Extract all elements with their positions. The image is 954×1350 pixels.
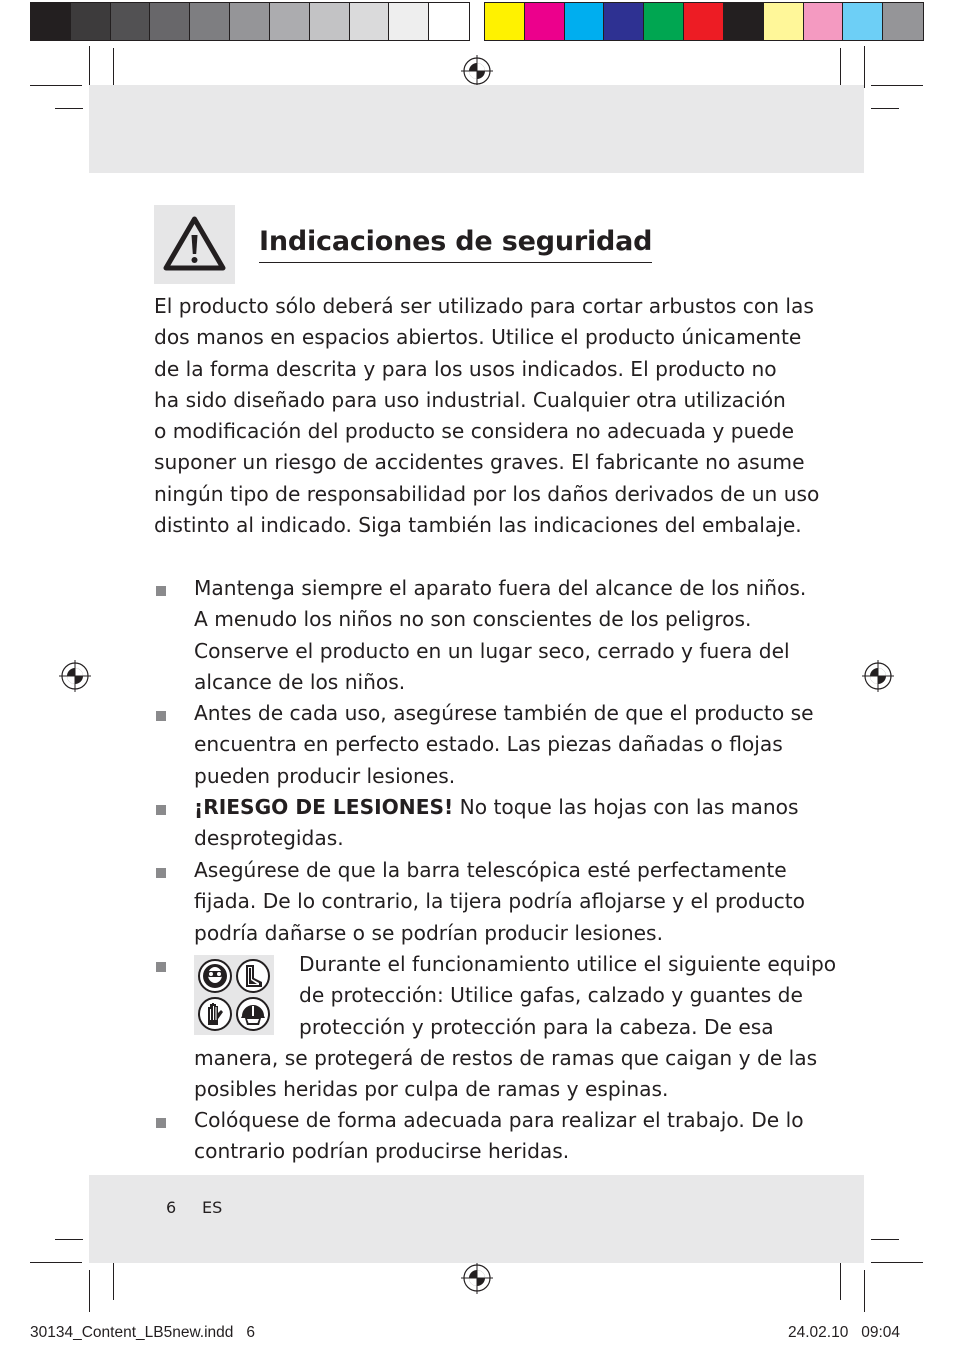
page-number: 6	[166, 1198, 177, 1217]
intro-line: ningún tipo de responsabilidad por los daños derivados de un uso	[154, 481, 820, 506]
crop-mark	[840, 48, 841, 90]
grey-color-bar	[30, 2, 470, 41]
crop-mark	[89, 1270, 90, 1312]
language-code: ES	[202, 1198, 223, 1217]
registration-mark-icon	[59, 660, 91, 692]
bullet-square-icon	[156, 868, 166, 878]
bullet-line: Mantenga siempre el aparato fuera del alcance de los niños.	[194, 576, 807, 600]
bullet-line: Asegúrese de que la barra telescópica esté perfectamente	[194, 858, 787, 882]
bullet-line: podría dañarse o se podrían producir lesiones.	[194, 920, 663, 945]
intro-line: suponer un riesgo de accidentes graves. El fabricante no asume	[154, 450, 805, 475]
color-swatch	[644, 3, 684, 40]
bullet-item-continued	[194, 1043, 817, 1106]
bullet-square-icon	[156, 586, 166, 596]
color-swatch	[190, 3, 230, 40]
bullet-line: contrario podrían producirse heridas.	[194, 1139, 570, 1164]
color-swatch	[429, 3, 469, 40]
section-title: Indicaciones de seguridad	[259, 222, 652, 263]
warning-icon-box	[154, 205, 235, 284]
intro-line: dos manos en espacios abiertos. Utilice el producto únicamente	[154, 325, 802, 350]
bullet-line: Conserve el producto en un lugar seco, cerrado y fuera del	[194, 638, 790, 663]
bullet-line: manera, se protegerá de restos de ramas que caigan y de las	[194, 1046, 818, 1070]
bullet-line: A menudo los niños no son conscientes de los peligros.	[194, 607, 752, 632]
color-swatch	[230, 3, 270, 40]
bullet-line: Antes de cada uso, asegúrese también de que el producto se	[194, 701, 814, 725]
crop-mark	[55, 108, 83, 109]
process-color-bar	[484, 2, 924, 41]
bullet-line: Durante el funcionamiento utilice el siguiente equipo	[299, 952, 837, 976]
crop-mark	[113, 48, 114, 90]
safety-boots-icon	[235, 958, 271, 994]
bullet-square-icon	[156, 711, 166, 721]
intro-line: de la forma descrita y para los usos indicados. El producto no	[154, 356, 777, 381]
safety-helmet-icon	[235, 996, 271, 1032]
print-slug-datetime: 24.02.10 09:04	[788, 1324, 901, 1341]
registration-mark-icon	[862, 660, 894, 692]
color-swatch	[804, 3, 844, 40]
registration-mark-icon	[461, 55, 493, 87]
color-swatch	[270, 3, 310, 40]
intro-paragraph	[154, 291, 820, 541]
bullet-item	[194, 792, 798, 855]
crop-mark	[864, 1270, 865, 1312]
bullet-line: alcance de los niños.	[194, 669, 406, 694]
bullet-item	[194, 573, 806, 698]
color-swatch	[485, 3, 525, 40]
bullet-item	[194, 698, 814, 792]
intro-line: El producto sólo deberá ser utilizado para cortar arbustos con las	[154, 294, 814, 318]
crop-mark	[871, 1239, 899, 1240]
bullet-square-icon	[156, 1118, 166, 1128]
crop-mark	[871, 1262, 923, 1263]
color-swatch	[843, 3, 883, 40]
bullet-square-icon	[156, 962, 166, 972]
injury-risk-warning: ¡RIESGO DE LESIONES!	[194, 795, 454, 819]
bullet-line: de protección: Utilice gafas, calzado y guantes de	[299, 983, 803, 1008]
bullet-line: Colóquese de forma adecuada para realizar el trabajo. De lo	[194, 1108, 804, 1132]
bullet-line	[194, 792, 798, 823]
bullet-item	[194, 1105, 804, 1168]
bullet-line: posibles heridas por culpa de ramas y espinas.	[194, 1077, 669, 1102]
header-band	[89, 85, 864, 173]
bullet-line: encuentra en perfecto estado. Las piezas dañadas o flojas	[194, 732, 783, 757]
crop-mark	[871, 108, 899, 109]
bullet-line: desprotegidas.	[194, 826, 344, 851]
intro-line: o modificación del producto se considera no adecuada y puede	[154, 419, 795, 444]
registration-mark-icon	[461, 1262, 493, 1294]
bullet-line: pueden producir lesiones.	[194, 763, 456, 788]
protective-gloves-icon	[197, 996, 233, 1032]
crop-mark	[30, 85, 82, 86]
safety-goggles-icon	[197, 958, 233, 994]
color-swatch	[724, 3, 764, 40]
color-swatch	[31, 3, 71, 40]
intro-line: ha sido diseñado para uso industrial. Cualquier otra utilización	[154, 387, 786, 412]
color-swatch	[111, 3, 151, 40]
crop-mark	[113, 1258, 114, 1300]
bullet-square-icon	[156, 805, 166, 815]
color-swatch	[684, 3, 724, 40]
crop-mark	[30, 1262, 82, 1263]
color-swatch	[565, 3, 605, 40]
warning-triangle-icon	[154, 205, 235, 284]
bullet-item	[299, 949, 836, 1043]
color-swatch	[764, 3, 804, 40]
crop-mark	[89, 46, 90, 88]
ppe-icons-box	[194, 955, 274, 1035]
color-swatch	[883, 3, 923, 40]
crop-mark	[871, 85, 923, 86]
color-swatch	[525, 3, 565, 40]
bullet-line: fijada. De lo contrario, la tijera podría aflojarse y el producto	[194, 889, 805, 914]
color-swatch	[71, 3, 111, 40]
color-swatch	[389, 3, 429, 40]
bullet-item	[194, 855, 805, 949]
color-swatch	[150, 3, 190, 40]
bullet-line: protección y protección para la cabeza. De esa	[299, 1014, 774, 1039]
crop-mark	[840, 1258, 841, 1300]
print-slug-file: 30134_Content_LB5new.indd 6	[30, 1324, 255, 1341]
color-swatch	[310, 3, 350, 40]
crop-mark	[864, 46, 865, 88]
color-swatch	[604, 3, 644, 40]
color-swatch	[350, 3, 390, 40]
bullet-line-rest: No toque las hojas con las manos	[453, 795, 799, 819]
crop-mark	[55, 1239, 83, 1240]
intro-line: distinto al indicado. Siga también las indicaciones del embalaje.	[154, 513, 802, 538]
